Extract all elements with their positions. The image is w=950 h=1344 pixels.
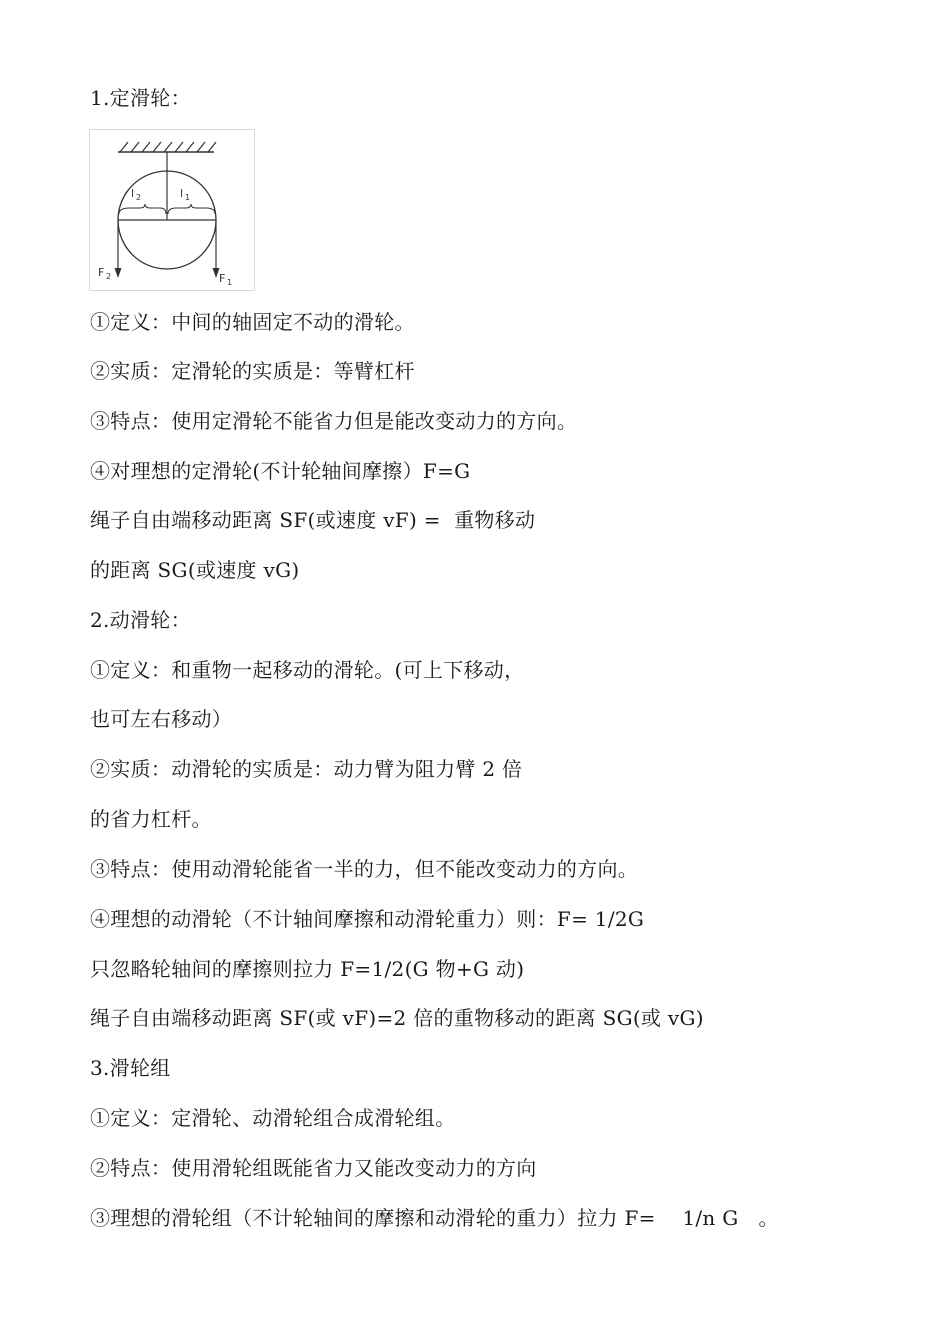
arrow-f2 [115,268,122,278]
text-line: 的距离 SG(或速度 vG) [90,558,300,582]
text-line: ④对理想的定滑轮(不计轮轴间摩擦）F=G [90,459,471,483]
text-line: 只忽略轮轴间的摩擦则拉力 F=1/2(G 物+G 动) [90,957,525,981]
label-f2: F [98,266,105,279]
text-line: ①定义：中间的轴固定不动的滑轮。 [90,310,415,334]
label-l1: l [180,187,184,200]
text-line: ②实质：动滑轮的实质是：动力臂为阻力臂 2 倍 [90,757,523,781]
label-f1: F [219,272,226,285]
ceiling-hatch [120,142,216,152]
fixed-pulley-diagram [89,129,255,291]
section-title-fixed-pulley: 1.定滑轮： [90,86,191,110]
text-line: ②特点：使用滑轮组既能省力又能改变动力的方向 [90,1156,537,1180]
pulley-svg [90,130,254,290]
label-l1-sub: 1 [185,193,191,202]
text-line: ③特点：使用定滑轮不能省力但是能改变动力的方向。 [90,409,578,433]
text-line: 的省力杠杆。 [90,807,212,831]
text-line: ①定义：定滑轮、动滑轮组合成滑轮组。 [90,1106,456,1130]
text-line: ③特点：使用动滑轮能省一半的力，但不能改变动力的方向。 [90,857,639,881]
text-line: ②实质：定滑轮的实质是：等臂杠杆 [90,359,415,383]
section-title-pulley-block: 3.滑轮组 [90,1056,171,1080]
label-l2-sub: 2 [136,193,142,202]
brace-l1 [168,204,215,214]
text-line: ③理想的滑轮组（不计轮轴间的摩擦和动滑轮的重力）拉力 F= 1/n G 。 [90,1206,779,1230]
text-line: 绳子自由端移动距离 SF(或 vF)=2 倍的重物移动的距离 SG(或 vG) [90,1006,704,1030]
label-l2: l [131,187,135,200]
label-f1-sub: 1 [227,278,233,287]
text-line: 绳子自由端移动距离 SF(或速度 vF) = 重物移动 [90,508,536,532]
text-line: 也可左右移动） [90,707,233,731]
text-line: ①定义：和重物一起移动的滑轮。(可上下移动， [90,658,525,682]
label-f2-sub: 2 [106,272,112,281]
section-title-movable-pulley: 2.动滑轮： [90,608,191,632]
brace-l2 [119,204,166,214]
text-line: ④理想的动滑轮（不计轴间摩擦和动滑轮重力）则：F= 1/2G [90,907,645,931]
